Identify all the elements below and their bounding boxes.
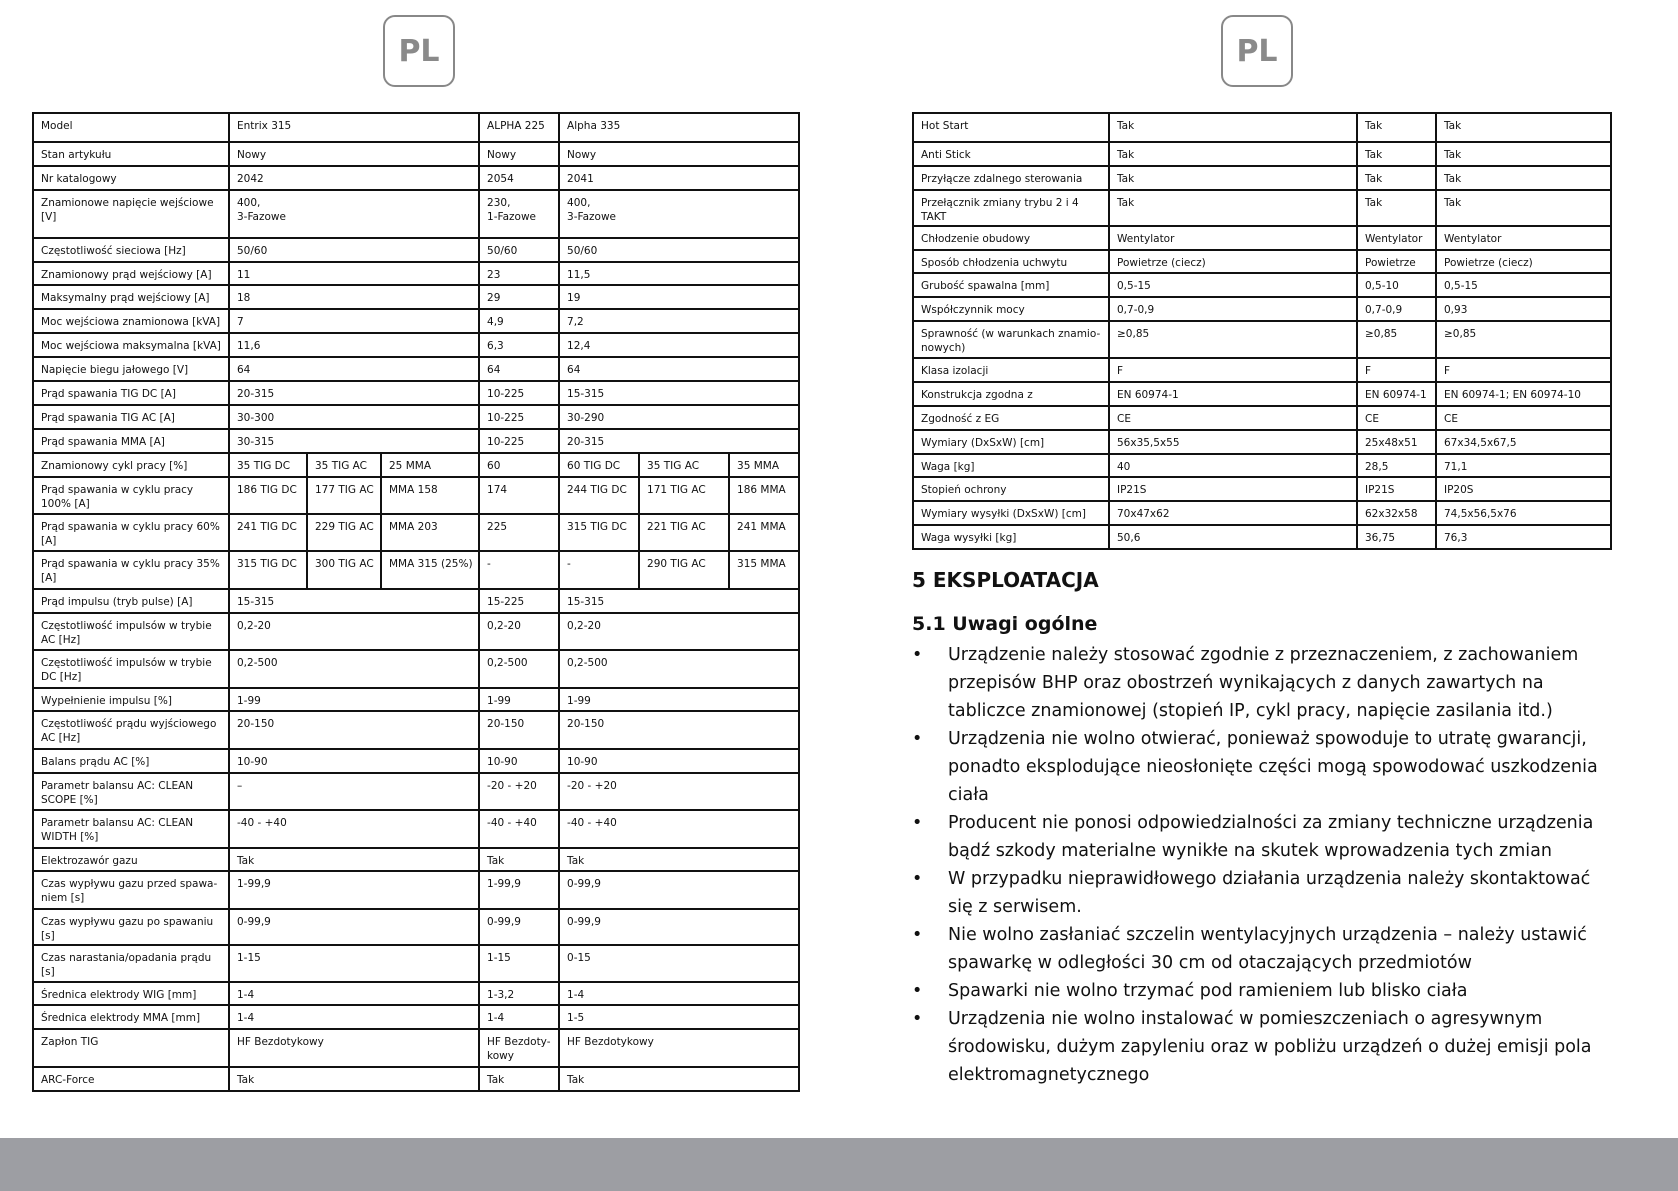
table-cell: 10-90 <box>559 749 799 773</box>
table-cell: 7,2 <box>559 309 799 333</box>
table-cell: 19 <box>559 285 799 309</box>
table-cell: 30-300 <box>229 405 479 429</box>
table-cell: 186 TIG DC <box>229 477 307 514</box>
table-cell: 50/60 <box>229 238 479 262</box>
table-cell: 10-90 <box>479 749 559 773</box>
table-cell: Tak <box>1357 142 1436 166</box>
row-label: Prąd spawania w cyklu pracy 60% [A] <box>33 514 229 551</box>
table-cell: 67x34,5x67,5 <box>1436 430 1611 454</box>
table-row <box>913 273 1611 297</box>
table-cell: 2041 <box>559 166 799 190</box>
table-cell: 20-150 <box>229 711 479 748</box>
table-cell: 244 TIG DC <box>559 477 639 514</box>
table-row <box>33 871 799 908</box>
table-cell: 60 TIG DC <box>559 453 639 477</box>
table-cell: 1-3,2 <box>479 982 559 1006</box>
table-cell: Tak <box>1436 142 1611 166</box>
table-cell: IP21S <box>1357 477 1436 501</box>
table-row <box>913 226 1611 250</box>
table-cell: 177 TIG AC <box>307 477 381 514</box>
table-cell: 50/60 <box>479 238 559 262</box>
table-row <box>913 321 1611 358</box>
table-row <box>33 113 799 142</box>
table-row <box>913 113 1611 142</box>
table-row <box>33 514 799 551</box>
table-cell: Tak <box>1357 166 1436 190</box>
table-cell: 71,1 <box>1436 454 1611 478</box>
table-cell: 30-290 <box>559 405 799 429</box>
table-cell: 0,2-20 <box>229 613 479 650</box>
spec-table-right <box>912 112 1612 550</box>
table-cell: 400, 3-Fazowe <box>559 190 799 238</box>
language-badge-right: PL <box>1221 15 1293 87</box>
table-cell: 0,7-0,9 <box>1357 297 1436 321</box>
table-cell: 70x47x62 <box>1109 501 1357 525</box>
table-cell: 1-99,9 <box>479 871 559 908</box>
table-cell: ≥0,85 <box>1109 321 1357 358</box>
table-row <box>33 142 799 166</box>
table-cell: 64 <box>479 357 559 381</box>
table-cell: Tak <box>1109 142 1357 166</box>
table-row <box>33 333 799 357</box>
table-cell: 15-315 <box>559 589 799 613</box>
table-row <box>33 166 799 190</box>
table-cell: HF Bezdotykowy <box>559 1029 799 1066</box>
table-cell: 28,5 <box>1357 454 1436 478</box>
list-item <box>912 725 1612 809</box>
table-row <box>913 358 1611 382</box>
table-row <box>33 613 799 650</box>
list-item <box>912 921 1612 977</box>
table-cell: Tak <box>1109 166 1357 190</box>
table-cell: MMA 315 (25%) <box>381 551 479 588</box>
table-cell: 20-315 <box>559 429 799 453</box>
table-cell: Tak <box>559 848 799 872</box>
table-cell: CE <box>1357 406 1436 430</box>
table-cell: 12,4 <box>559 333 799 357</box>
table-cell: 186 MMA <box>729 477 799 514</box>
table-cell: 11 <box>229 262 479 286</box>
table-cell: 315 TIG DC <box>559 514 639 551</box>
row-label: Znamionowy cykl pracy [%] <box>33 453 229 477</box>
table-cell: 241 TIG DC <box>229 514 307 551</box>
row-label: Czas wypływu gazu przed spawa-niem [s] <box>33 871 229 908</box>
row-label: Wypełnienie impulsu [%] <box>33 688 229 712</box>
table-cell: 18 <box>229 285 479 309</box>
table-cell: 15-315 <box>229 589 479 613</box>
row-label: Czas wypływu gazu po spawaniu [s] <box>33 909 229 945</box>
row-label: Moc wejściowa znamionowa [kVA] <box>33 309 229 333</box>
table-row <box>913 190 1611 226</box>
row-label: Częstotliwość impulsów w trybie DC [Hz] <box>33 650 229 687</box>
table-cell: 2054 <box>479 166 559 190</box>
list-item <box>912 1005 1612 1089</box>
table-cell: 241 MMA <box>729 514 799 551</box>
table-cell: 290 TIG AC <box>639 551 729 588</box>
row-label: Hot Start <box>913 113 1109 142</box>
table-row <box>33 309 799 333</box>
table-cell: 300 TIG AC <box>307 551 381 588</box>
table-cell: 50,6 <box>1109 525 1357 549</box>
row-label: Stan artykułu <box>33 142 229 166</box>
note-text: Urządzenia nie wolno instalować w pomieszczeniach o agresywnym środowisku, dużym zapyleniu oraz w pobliżu urządzeń o dużej emisji pola elektromagnetycznego <box>948 1009 1592 1085</box>
bullet-icon: • <box>912 1009 923 1029</box>
table-cell: 0,2-20 <box>479 613 559 650</box>
table-cell: 30-315 <box>229 429 479 453</box>
table-cell: Tak <box>229 848 479 872</box>
table-cell: 0,5-15 <box>1436 273 1611 297</box>
table-cell: 11,5 <box>559 262 799 286</box>
bullet-icon: • <box>912 981 923 1001</box>
note-text: Urządzenia nie wolno otwierać, ponieważ spowoduje to utratę gwarancji, ponadto eksplodujące nieosłonięte części mogą spowodować uszkodzenia ciała <box>948 729 1598 805</box>
table-cell: 29 <box>479 285 559 309</box>
table-cell: 25x48x51 <box>1357 430 1436 454</box>
table-row <box>33 429 799 453</box>
row-label: Waga wysyłki [kg] <box>913 525 1109 549</box>
row-label: Konstrukcja zgodna z <box>913 382 1109 406</box>
table-cell: 60 <box>479 453 559 477</box>
table-cell: 1-4 <box>229 982 479 1006</box>
table-row <box>33 477 799 514</box>
table-cell: Tak <box>1436 190 1611 226</box>
footer-band <box>0 1138 1678 1191</box>
table-cell: 0-99,9 <box>479 909 559 945</box>
table-cell: 0,2-500 <box>479 650 559 687</box>
table-row <box>913 297 1611 321</box>
table-cell: 1-4 <box>479 1005 559 1029</box>
table-row <box>33 909 799 945</box>
table-row <box>913 406 1611 430</box>
table-cell: 1-99,9 <box>229 871 479 908</box>
table-row <box>33 773 799 810</box>
table-cell: EN 60974-1 <box>1109 382 1357 406</box>
table-cell: 0,93 <box>1436 297 1611 321</box>
table-cell: 1-4 <box>559 982 799 1006</box>
bullet-icon: • <box>912 925 923 945</box>
table-cell: 15-225 <box>479 589 559 613</box>
table-cell: 36,75 <box>1357 525 1436 549</box>
table-cell: 174 <box>479 477 559 514</box>
row-label: Moc wejściowa maksymalna [kVA] <box>33 333 229 357</box>
table-cell: Tak <box>559 1067 799 1091</box>
table-cell: – <box>229 773 479 810</box>
table-row <box>913 477 1611 501</box>
bullet-icon: • <box>912 645 923 665</box>
row-label: Znamionowe napięcie wejściowe [V] <box>33 190 229 238</box>
table-row <box>33 810 799 847</box>
table-cell: 25 MMA <box>381 453 479 477</box>
row-label: Elektrozawór gazu <box>33 848 229 872</box>
list-item <box>912 977 1612 1005</box>
table-cell: 0,7-0,9 <box>1109 297 1357 321</box>
row-label: Stopień ochrony <box>913 477 1109 501</box>
table-cell: EN 60974-1; EN 60974-10 <box>1436 382 1611 406</box>
row-label: Przełącznik zmiany trybu 2 i 4 TAKT <box>913 190 1109 226</box>
table-cell: 4,9 <box>479 309 559 333</box>
table-row <box>33 551 799 588</box>
table-cell: 1-4 <box>229 1005 479 1029</box>
table-row <box>913 382 1611 406</box>
table-cell: Powietrze <box>1357 250 1436 274</box>
table-row <box>913 250 1611 274</box>
table-row <box>33 650 799 687</box>
table-cell: 1-99 <box>559 688 799 712</box>
table-row <box>33 848 799 872</box>
table-cell: 35 MMA <box>729 453 799 477</box>
table-cell: IP21S <box>1109 477 1357 501</box>
table-cell: F <box>1436 358 1611 382</box>
table-cell: ALPHA 225 <box>479 113 559 142</box>
table-cell: Alpha 335 <box>559 113 799 142</box>
table-row <box>33 190 799 238</box>
table-cell: F <box>1109 358 1357 382</box>
safety-notes-list <box>912 641 1612 1089</box>
bullet-icon: • <box>912 729 923 749</box>
table-cell: 0,2-20 <box>559 613 799 650</box>
table-cell: - <box>559 551 639 588</box>
note-text: Nie wolno zasłaniać szczelin wentylacyjnych urządzenia – należy ustawić spawarkę w odległości 30 cm od otaczających przedmiotów <box>948 925 1587 973</box>
row-label: Anti Stick <box>913 142 1109 166</box>
table-cell: ≥0,85 <box>1436 321 1611 358</box>
table-row <box>33 405 799 429</box>
row-label: Nr katalogowy <box>33 166 229 190</box>
table-cell: -20 - +20 <box>559 773 799 810</box>
table-row <box>913 525 1611 549</box>
table-cell: 400, 3-Fazowe <box>229 190 479 238</box>
bullet-icon: • <box>912 869 923 889</box>
table-cell: Nowy <box>559 142 799 166</box>
table-cell: -40 - +40 <box>479 810 559 847</box>
table-row <box>33 688 799 712</box>
row-label: Maksymalny prąd wejściowy [A] <box>33 285 229 309</box>
table-cell: 1-99 <box>479 688 559 712</box>
row-label: Sposób chłodzenia uchwytu <box>913 250 1109 274</box>
table-row <box>33 238 799 262</box>
table-cell: -40 - +40 <box>229 810 479 847</box>
table-row <box>33 381 799 405</box>
table-cell: Tak <box>1436 166 1611 190</box>
row-label: Częstotliwość impulsów w trybie AC [Hz] <box>33 613 229 650</box>
table-cell: MMA 203 <box>381 514 479 551</box>
table-cell: 64 <box>559 357 799 381</box>
note-text: Spawarki nie wolno trzymać pod ramieniem lub blisko ciała <box>948 981 1468 1001</box>
table-row <box>913 142 1611 166</box>
table-cell: 20-150 <box>559 711 799 748</box>
language-badge-left: PL <box>383 15 455 87</box>
row-label: Klasa izolacji <box>913 358 1109 382</box>
row-label: Model <box>33 113 229 142</box>
table-cell: Wentylator <box>1436 226 1611 250</box>
table-cell: ≥0,85 <box>1357 321 1436 358</box>
note-text: W przypadku nieprawidłowego działania urządzenia należy skontaktować się z serwisem. <box>948 869 1591 917</box>
table-row <box>33 1067 799 1091</box>
table-cell: 230, 1-Fazowe <box>479 190 559 238</box>
table-cell: 7 <box>229 309 479 333</box>
table-cell: Entrix 315 <box>229 113 479 142</box>
row-label: ARC-Force <box>33 1067 229 1091</box>
table-cell: 1-99 <box>229 688 479 712</box>
table-cell: - <box>479 551 559 588</box>
table-cell: Wentylator <box>1109 226 1357 250</box>
spec-table-left <box>32 112 800 1092</box>
list-item <box>912 865 1612 921</box>
row-label: Zgodność z EG <box>913 406 1109 430</box>
row-label: Współczynnik mocy <box>913 297 1109 321</box>
table-cell: 10-225 <box>479 429 559 453</box>
table-cell: Tak <box>229 1067 479 1091</box>
table-cell: 1-5 <box>559 1005 799 1029</box>
table-cell: HF Bezdoty-kowy <box>479 1029 559 1066</box>
row-label: Prąd spawania TIG DC [A] <box>33 381 229 405</box>
table-row <box>33 711 799 748</box>
table-row <box>33 749 799 773</box>
table-cell: 35 TIG DC <box>229 453 307 477</box>
table-cell: F <box>1357 358 1436 382</box>
table-cell: 0-99,9 <box>229 909 479 945</box>
table-row <box>913 501 1611 525</box>
table-cell: Tak <box>1357 113 1436 142</box>
table-row <box>913 430 1611 454</box>
row-label: Waga [kg] <box>913 454 1109 478</box>
row-label: Prąd spawania TIG AC [A] <box>33 405 229 429</box>
row-label: Częstotliwość prądu wyjściowego AC [Hz] <box>33 711 229 748</box>
table-cell: 50/60 <box>559 238 799 262</box>
row-label: Średnica elektrody MMA [mm] <box>33 1005 229 1029</box>
table-cell: Nowy <box>229 142 479 166</box>
table-cell: 1-15 <box>229 945 479 981</box>
row-label: Przyłącze zdalnego sterowania <box>913 166 1109 190</box>
table-cell: 20-315 <box>229 381 479 405</box>
table-cell: 0-99,9 <box>559 909 799 945</box>
list-item <box>912 809 1612 865</box>
table-row <box>33 357 799 381</box>
table-row <box>33 1029 799 1066</box>
table-cell: Tak <box>479 848 559 872</box>
table-cell: 315 TIG DC <box>229 551 307 588</box>
table-cell: 0-99,9 <box>559 871 799 908</box>
table-cell: IP20S <box>1436 477 1611 501</box>
table-row <box>33 945 799 981</box>
table-cell: MMA 158 <box>381 477 479 514</box>
table-cell: 11,6 <box>229 333 479 357</box>
table-cell: 56x35,5x55 <box>1109 430 1357 454</box>
table-cell: 35 TIG AC <box>307 453 381 477</box>
table-cell: HF Bezdotykowy <box>229 1029 479 1066</box>
table-cell: Powietrze (ciecz) <box>1436 250 1611 274</box>
table-cell: 0-15 <box>559 945 799 981</box>
row-label: Wymiary (DxSxW) [cm] <box>913 430 1109 454</box>
table-cell: 10-225 <box>479 405 559 429</box>
section-title: 5 EKSPLOATACJA <box>912 568 1099 592</box>
row-label: Wymiary wysyłki (DxSxW) [cm] <box>913 501 1109 525</box>
table-cell: Tak <box>1109 190 1357 226</box>
table-cell: 221 TIG AC <box>639 514 729 551</box>
table-cell: 1-15 <box>479 945 559 981</box>
table-cell: CE <box>1109 406 1357 430</box>
table-row <box>913 166 1611 190</box>
table-row <box>913 454 1611 478</box>
table-cell: Powietrze (ciecz) <box>1109 250 1357 274</box>
row-label: Prąd spawania w cyklu pracy 100% [A] <box>33 477 229 514</box>
note-text: Producent nie ponosi odpowiedzialności za zmiany techniczne urządzenia bądź szkody materialne wynikłe na skutek wprowadzenia tych zmian <box>948 813 1594 861</box>
subsection-title: 5.1 Uwagi ogólne <box>912 613 1098 635</box>
table-cell: Wentylator <box>1357 226 1436 250</box>
row-label: Grubość spawalna [mm] <box>913 273 1109 297</box>
row-label: Balans prądu AC [%] <box>33 749 229 773</box>
row-label: Czas narastania/opadania prądu [s] <box>33 945 229 981</box>
table-cell: 10-90 <box>229 749 479 773</box>
table-cell: 225 <box>479 514 559 551</box>
row-label: Chłodzenie obudowy <box>913 226 1109 250</box>
list-item <box>912 641 1612 725</box>
row-label: Napięcie biegu jałowego [V] <box>33 357 229 381</box>
bullet-icon: • <box>912 813 923 833</box>
row-label: Parametr balansu AC: CLEAN WIDTH [%] <box>33 810 229 847</box>
table-cell: -20 - +20 <box>479 773 559 810</box>
table-cell: 0,5-10 <box>1357 273 1436 297</box>
table-cell: CE <box>1436 406 1611 430</box>
row-label: Parametr balansu AC: CLEAN SCOPE [%] <box>33 773 229 810</box>
table-cell: 6,3 <box>479 333 559 357</box>
table-cell: 23 <box>479 262 559 286</box>
table-cell: 2042 <box>229 166 479 190</box>
table-cell: 64 <box>229 357 479 381</box>
row-label: Średnica elektrody WIG [mm] <box>33 982 229 1006</box>
table-cell: Tak <box>1357 190 1436 226</box>
row-label: Zapłon TIG <box>33 1029 229 1066</box>
row-label: Prąd impulsu (tryb pulse) [A] <box>33 589 229 613</box>
table-cell: 76,3 <box>1436 525 1611 549</box>
table-cell: 171 TIG AC <box>639 477 729 514</box>
row-label: Znamionowy prąd wejściowy [A] <box>33 262 229 286</box>
row-label: Prąd spawania MMA [A] <box>33 429 229 453</box>
table-cell: 40 <box>1109 454 1357 478</box>
note-text: Urządzenie należy stosować zgodnie z przeznaczeniem, z zachowaniem przepisów BHP oraz obostrzeń wynikających z danych zawartych na tabliczce znamionowej (stopień IP, cykl pracy, napięcie zasilania itd.) <box>948 645 1579 721</box>
table-cell: 0,2-500 <box>229 650 479 687</box>
table-cell: Tak <box>479 1067 559 1091</box>
table-cell: -40 - +40 <box>559 810 799 847</box>
table-cell: 62x32x58 <box>1357 501 1436 525</box>
table-cell: 229 TIG AC <box>307 514 381 551</box>
table-row <box>33 589 799 613</box>
table-cell: 0,2-500 <box>559 650 799 687</box>
table-cell: 315 MMA <box>729 551 799 588</box>
table-cell: Tak <box>1109 113 1357 142</box>
table-cell: Nowy <box>479 142 559 166</box>
row-label: Częstotliwość sieciowa [Hz] <box>33 238 229 262</box>
table-cell: 35 TIG AC <box>639 453 729 477</box>
table-row <box>33 285 799 309</box>
table-cell: 74,5x56,5x76 <box>1436 501 1611 525</box>
table-cell: EN 60974-1 <box>1357 382 1436 406</box>
table-row <box>33 453 799 477</box>
table-cell: 20-150 <box>479 711 559 748</box>
table-row <box>33 1005 799 1029</box>
row-label: Sprawność (w warunkach znamio-nowych) <box>913 321 1109 358</box>
table-cell: 0,5-15 <box>1109 273 1357 297</box>
table-cell: 10-225 <box>479 381 559 405</box>
table-row <box>33 982 799 1006</box>
table-cell: Tak <box>1436 113 1611 142</box>
table-row <box>33 262 799 286</box>
row-label: Prąd spawania w cyklu pracy 35% [A] <box>33 551 229 588</box>
table-cell: 15-315 <box>559 381 799 405</box>
